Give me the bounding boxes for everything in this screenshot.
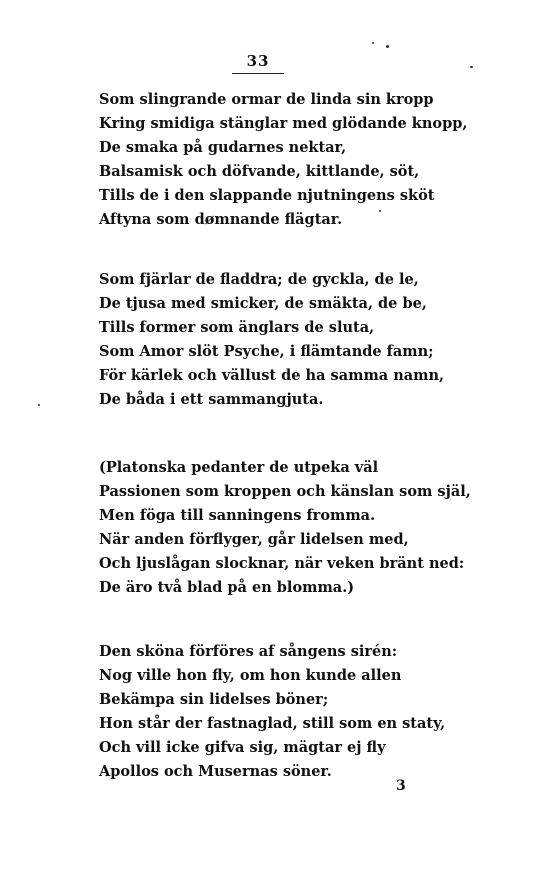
stanza-3 bbox=[99, 456, 471, 600]
verse-line: De båda i ett sammangjuta. bbox=[99, 391, 324, 408]
stanza-2 bbox=[99, 268, 445, 412]
verse-line: Balsamisk och döfvande, kittlande, söt, bbox=[99, 163, 420, 180]
verse-line: För kärlek och vällust de ha samma namn, bbox=[99, 367, 445, 384]
page-number: 33 bbox=[246, 52, 270, 70]
scan-speck bbox=[372, 42, 374, 44]
verse-line: Bekämpa sin lidelses böner; bbox=[99, 691, 329, 708]
stanza-4 bbox=[99, 640, 446, 784]
verse-line: De äro två blad på en blomma.) bbox=[99, 579, 355, 596]
verse-line: Hon står der fastnaglad, still som en staty, bbox=[99, 715, 446, 732]
verse-line: Passionen som kroppen och känslan som själ, bbox=[99, 483, 471, 500]
verse-line: Och vill icke gifva sig, mägtar ej fly bbox=[99, 739, 386, 756]
scan-speck bbox=[386, 45, 389, 48]
verse-line: Apollos och Musernas söner. bbox=[99, 763, 332, 780]
verse-line: De tjusa med smicker, de smäkta, de be, bbox=[99, 295, 427, 312]
signature-mark: 3 bbox=[396, 778, 406, 794]
verse-line: (Platonska pedanter de utpeka väl bbox=[99, 459, 379, 476]
verse-line: När anden förflyger, går lidelsen med, bbox=[99, 531, 409, 548]
verse-line: Som slingrande ormar de linda sin kropp bbox=[99, 91, 434, 108]
verse-line: Tills former som änglars de sluta, bbox=[99, 319, 375, 336]
verse-line: Som fjärlar de fladdra; de gyckla, de le, bbox=[99, 271, 419, 288]
verse-line: Kring smidiga stänglar med glödande knopp, bbox=[99, 115, 468, 132]
verse-line: Aftyna som dømnande flägtar. bbox=[99, 211, 343, 228]
verse-line: Tills de i den slappande njutningens sköt bbox=[99, 187, 435, 204]
header-rule bbox=[232, 73, 284, 74]
scan-speck bbox=[379, 210, 381, 212]
scan-speck bbox=[38, 404, 40, 406]
scan-speck bbox=[470, 66, 473, 68]
verse-line: Men föga till sanningens fromma. bbox=[99, 507, 376, 524]
verse-line: Som Amor slöt Psyche, i flämtande famn; bbox=[99, 343, 434, 360]
verse-line: Nog ville hon fly, om hon kunde allen bbox=[99, 667, 402, 684]
verse-line: Den sköna förföres af sångens sirén: bbox=[99, 643, 398, 660]
verse-line: De smaka på gudarnes nektar, bbox=[99, 139, 347, 156]
verse-line: Och ljuslågan slocknar, när veken bränt ned: bbox=[99, 555, 465, 572]
